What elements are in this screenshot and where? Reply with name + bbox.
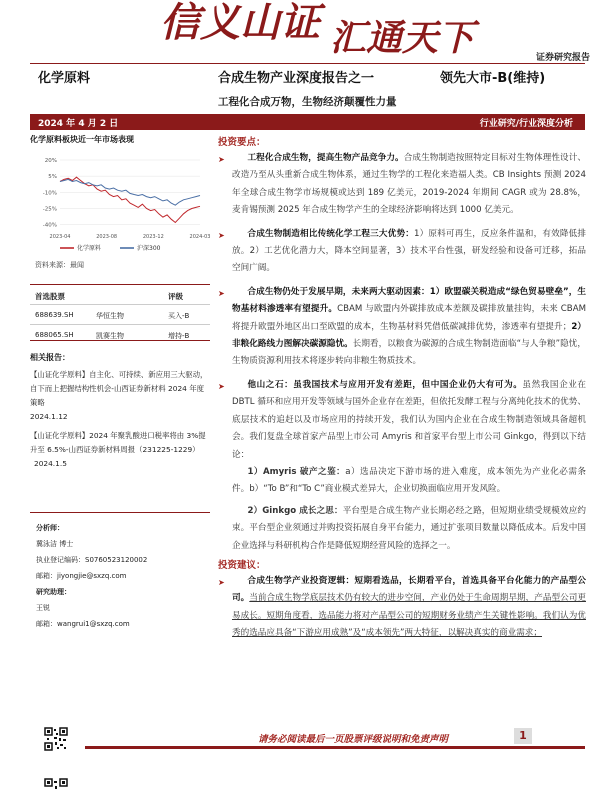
related-report-date: 2024.1.12 (30, 412, 68, 421)
stock-name: 凯赛生物 (96, 332, 124, 340)
sub-point-body: a）选品决定下游市场的进入难度，成本领先为产业化必需条件。b）“To B”和“To C”商业模式差异大，企业切换面临应用开发风险。 (232, 466, 586, 495)
report-subtitle: 工程化合成万物，生物经济颠覆性力量 (218, 96, 397, 108)
table-bottom-divider (30, 340, 210, 341)
y-tick-label: -40% (42, 222, 57, 229)
bullet-arrow-icon: ➤ (218, 288, 225, 298)
bullet-arrow-icon: ➤ (218, 155, 225, 164)
analyst-email[interactable]: 邮箱：jiyongjie@sxzq.com (36, 572, 127, 580)
legend-label: 沪深300 (137, 245, 161, 252)
sub-point-ginkgo (232, 503, 586, 555)
report-type-label: 证券研究报告 (535, 53, 590, 63)
paragraph-lead: 工程化合成生物，提高生物产品竞争力。 (247, 153, 404, 163)
row-divider (30, 304, 210, 305)
paragraph-lead: 合成生物学产业投资逻辑：短期看选品，长期看平台，首选具备平台化能力的产品型公司。 (232, 575, 586, 604)
paragraph-body: CBAM 与欧盟内外碳排放成本差额及碳排放量挂钩，未来 CBAM 将提升欧盟外地区出口至欧盟的成本，生物基材料凭借低碳减排优势，渗透率有望提升； (232, 304, 586, 332)
table-header-stock: 首选股票 (35, 292, 65, 301)
related-report-date: 2024.1.5 (34, 459, 67, 468)
paragraph-body: 合成生物制造按照特定目标对生物体理性设计、改造乃至从头重新合成生物体系，通过生物学的工程化来造福人类。CB Insights 预测 2024 年全球合成生物学市场规模或达到 189 亿美元，2019-2024 年期间 CAGR 或为 28.8%，麦肯锡预测 2025 年合成生物学产生的全球经济影响将达到 1000 亿美元。 (232, 153, 586, 216)
assistant-name: 王锐 (36, 604, 50, 612)
highlights-title: 投资要点： (218, 137, 266, 148)
paragraph-body: 当前合成生物学底层技术仍有较大的进步空间，产业仍处于生命周期早期，产品型公司更易成长。短期角度看，选品能力将对产品型公司的短期财务业绩产生关键性影响。我们认为优秀的选品应具备“下游应用成熟”及“成本领先”两大特征，以解决真实的商业需求； (232, 593, 586, 639)
industry-rating: 领先大市-B(维持) (440, 71, 546, 86)
x-tick-label: 2023-08 (96, 234, 118, 240)
paragraph-1 (218, 150, 586, 220)
related-report-item[interactable] (30, 429, 210, 471)
related-reports (30, 352, 210, 471)
analyst-label: 分析师： (36, 524, 64, 532)
chart-source: 资料来源：最闻 (35, 261, 84, 269)
stock-rating: 买入-B (168, 312, 190, 320)
related-report-link[interactable]: 【山证化学原料】2024 年聚乳酸进口税率将由 3%提升至 6.5%-山西证券新材料周报（231225-1229） (30, 431, 206, 454)
y-tick-label: 20% (44, 158, 57, 164)
analyst-cert: 执业登记编码：S0760523120002 (36, 556, 148, 564)
row-divider (30, 324, 210, 325)
assistant-email[interactable]: 邮箱：wangrui1@sxzq.com (36, 620, 130, 628)
stock-name: 华恒生物 (96, 312, 124, 320)
sidebar (30, 134, 211, 468)
y-tick-label: 5% (48, 174, 57, 181)
footer-disclaimer: 请务必阅读最后一页股票评级说明和免责声明 (258, 734, 449, 745)
footer-divider (85, 746, 585, 749)
paragraph-3 (218, 284, 586, 371)
related-report-item[interactable] (30, 368, 210, 424)
advice-title: 投资建议： (218, 559, 266, 571)
paragraph-lead: 合成生物仍处于发展早期，未来两大驱动因素：1）欧盟碳关税造成“绿色贸易壁垒”，生物基材料渗透率有望提升。 (232, 286, 586, 315)
main-content (218, 134, 586, 643)
paragraph-lead-2: 2）非粮化路线力图解决碳源隐忧。 (232, 321, 586, 350)
bullet-arrow-icon: ➤ (218, 381, 225, 391)
stock-code: 688065.SH (35, 331, 74, 339)
sidebar-divider (30, 512, 210, 513)
stock-code: 688639.SH (35, 311, 74, 319)
paragraph-lead: 他山之石：虽我国技术与应用开发有差距，但中国企业仍大有可为。 (247, 379, 523, 390)
paragraph-lead: 合成生物制造相比传统化学工程三大优势： (247, 228, 414, 239)
industry-category: 化学原料 (38, 71, 91, 86)
page-header (0, 0, 600, 70)
paragraph-body: 1）原料可再生，反应条件温和，有效降低排放。2）工艺优化潜力大，降本空间显著，3）技术平台性强，研发经验和设备可迁移，拓品空间广阔。 (232, 228, 586, 274)
table-header-rating: 评级 (168, 292, 183, 301)
report-title: 合成生物产业深度报告之一 (218, 71, 375, 86)
qr-code-icon (44, 727, 68, 751)
report-date: 2024 年 4 月 2 日 (38, 119, 119, 129)
y-tick-label: -25% (42, 206, 57, 213)
x-tick-label: 2024-03 (189, 234, 211, 240)
stock-rating: 增持-B (168, 332, 190, 340)
sub-point-body: 平台型是合成生物产业长期必经之路，但短期业绩受规模效应约束。平台型企业须通过并购投资拓展自身平台能力，通过扩张项目数量以降低成本。后发中国企业选择与科研机构合作是降低短期经营风险的选择之一。 (232, 505, 586, 551)
svg-text:汇通天下: 汇通天下 (330, 17, 475, 59)
legend-label: 化学原料 (77, 245, 102, 252)
page-number: 1 (514, 728, 532, 744)
x-tick-label: 2023-12 (142, 234, 164, 240)
y-tick-label: -10% (42, 190, 57, 197)
brand-logo (150, 0, 510, 59)
header-divider (30, 63, 585, 64)
sub-point-lead: 2）Ginkgo 成长之思： (247, 505, 343, 516)
analyst-info (36, 520, 211, 632)
paragraph-body-2: 长期看，以粮食为碳源的合成生物制造面临“与人争粮”隐忧，生物质资源利用技术将逐步转向非粮生物质技术。 (232, 339, 586, 367)
chart-title: 化学原料板块近一年市场表现 (30, 135, 134, 144)
bullet-arrow-icon: ➤ (218, 577, 225, 587)
paragraph-2 (218, 226, 586, 278)
sub-point-amyris (232, 464, 586, 499)
paragraph-4 (218, 377, 586, 464)
paragraph-body: 虽然我国企业在 DBTL 循环和应用开发等领域与国外企业存在差距，但依托发酵工程与分离纯化技术的优势、底层技术的追赶以及市场应用的持续开发，我们认为国内企业在合成生物制造领域具备超机会。我们复盘全球首家产品型上市公司 Amyris 和首家平台型上市公司 Ginkgo，得到以下结论： (232, 379, 586, 460)
report-tag: 行业研究/行业深度分析 (479, 119, 573, 129)
related-report-link[interactable]: 【山证化学原料】自主化、可持续、新应用三大驱动，自下而上把握结构性机会-山西证券新材料 2024 年度策略 (30, 370, 208, 407)
table-row (30, 309, 210, 323)
table-top-divider (30, 284, 210, 285)
analyst-name: 冀泳洁 博士 (36, 540, 74, 548)
bullet-arrow-icon: ➤ (218, 230, 225, 240)
svg-text:信义山证: 信义山证 (160, 0, 320, 46)
x-tick-label: 2023-04 (49, 234, 71, 240)
paragraph-5 (218, 573, 586, 643)
qr-code-icon (44, 778, 68, 802)
series-line (60, 177, 200, 222)
sub-point-lead: 1）Amyris 破产之鉴： (247, 466, 346, 477)
date-band (30, 114, 585, 130)
assistant-label: 研究助理： (36, 588, 71, 596)
related-reports-title: 相关报告： (30, 353, 70, 362)
performance-chart (30, 152, 211, 260)
